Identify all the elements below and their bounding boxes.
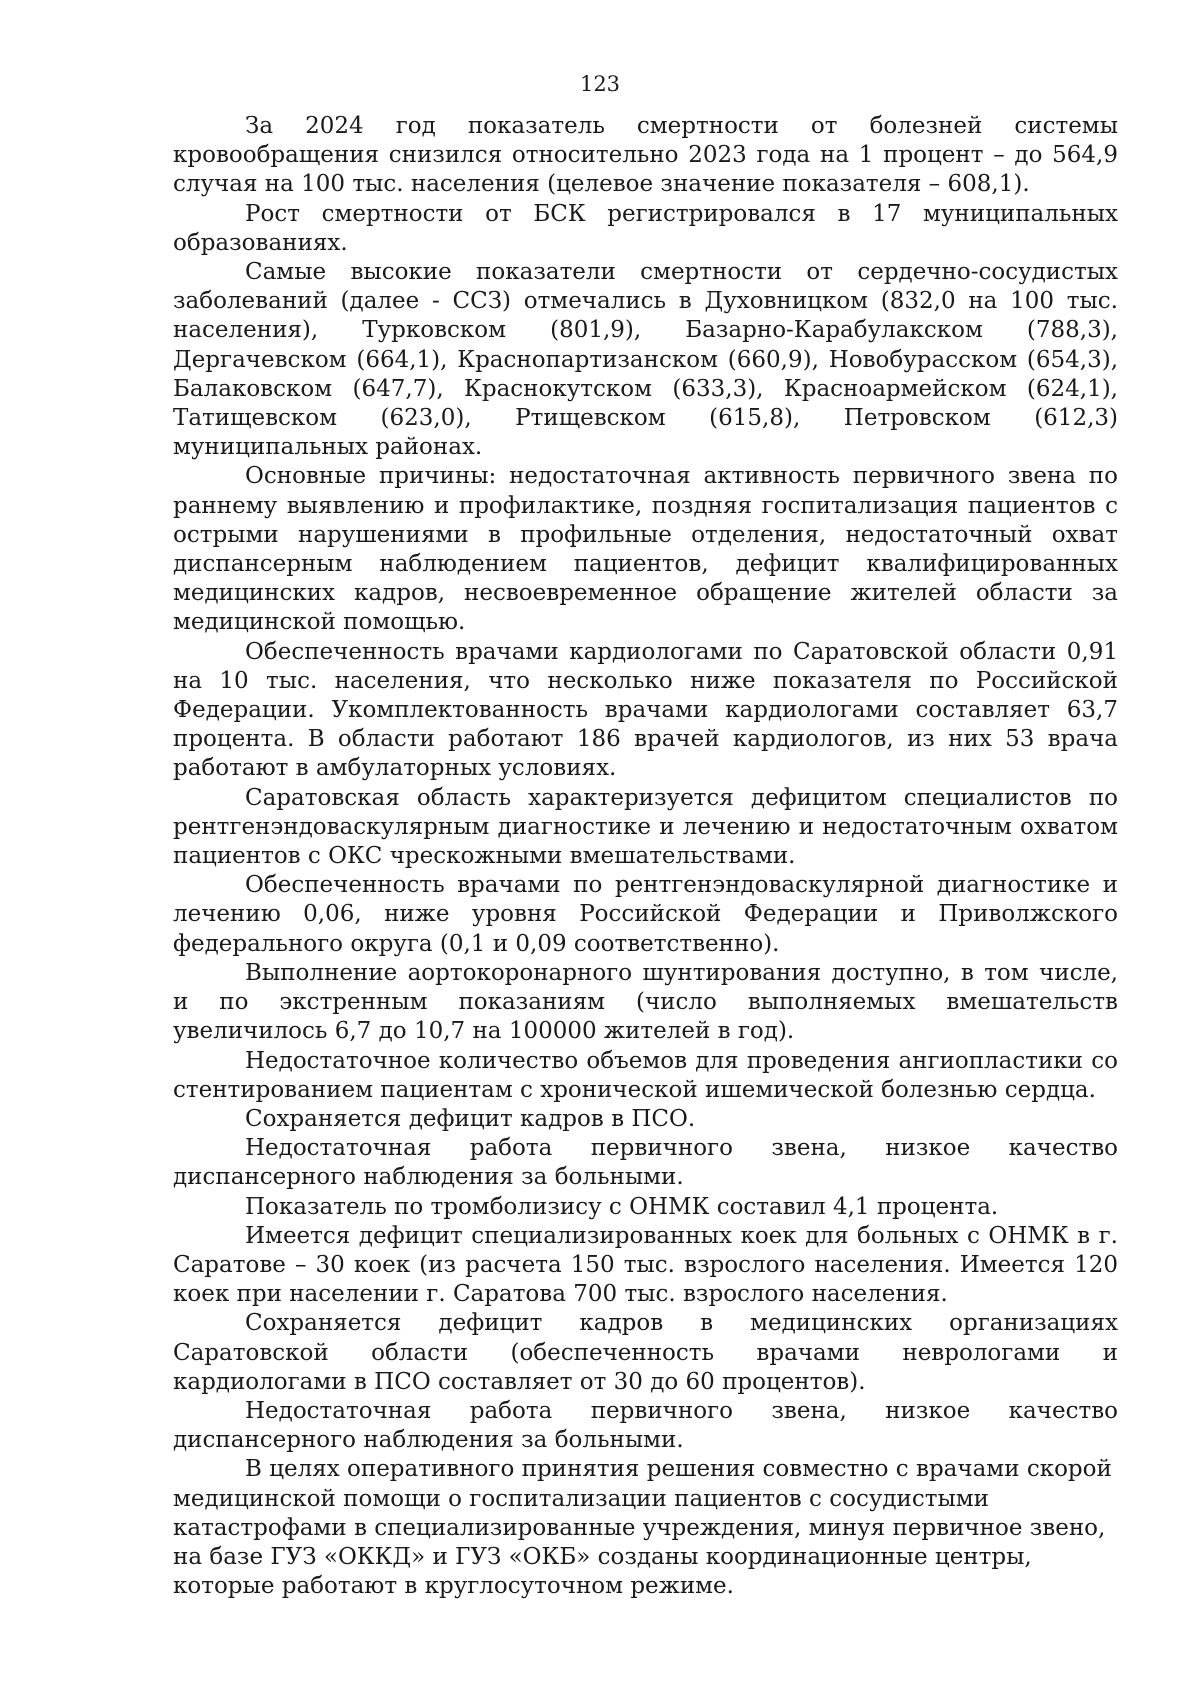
- paragraph-primary-care: Недостаточная работа первичного звена, низкое качество диспансерного наблюдения за больными.: [173, 1135, 1118, 1191]
- document-body: [173, 112, 1118, 1601]
- paragraph-mortality-growth: Рост смертности от БСК регистрировался в 17 муниципальных образованиях.: [173, 200, 1118, 256]
- paragraph-cardiologists-supply: Обеспеченность врачами кардиологами по Саратовской области 0,91 на 10 тыс. населения, что несколько ниже показателя по Российской Федерации. Укомплектованность врачами кардиологами составляет 63,7 процента. В области работают 186 врачей кардиологов, из них 53 врача работают в амбулаторных условиях.: [173, 638, 1118, 782]
- paragraph-staff-deficit: Сохраняется дефицит кадров в медицинских организациях Саратовской области (обеспеченность врачами неврологами и кардиологами в ПСО составляет от 30 до 60 процентов).: [173, 1310, 1118, 1395]
- paragraph-primary-care-repeat: Недостаточная работа первичного звена, низкое качество диспансерного наблюдения за больными.: [173, 1397, 1118, 1454]
- paragraph-beds-deficit: Имеется дефицит специализированных коек для больных с ОНМК в г. Саратове – 30 коек (из расчета 150 тыс. взрослого населения. Имеется 120 коек при населении г. Саратова 700 тыс. взрослого населения.: [173, 1222, 1118, 1308]
- paragraph-region-deficit: Саратовская область характеризуется дефицитом специалистов по рентгенэндоваскулярным диагностике и лечению и недостаточным охватом пациентов с ОКС чрескожными вмешательствами.: [173, 784, 1118, 870]
- page-number: 123: [579, 72, 621, 96]
- paragraph-endovascular-supply: Обеспеченность врачами по рентгенэндоваскулярной диагностике и лечению 0,06, ниже уровня Российской Федерации и Приволжского федерального округа (0,1 и 0,09 соответственно).: [173, 872, 1118, 957]
- paragraph-angioplasty: Недостаточное количество объемов для проведения ангиопластики со стентированием пациентам с хронической ишемической болезнью сердца.: [173, 1047, 1118, 1103]
- paragraph-main-causes: Основные причины: недостаточная активность первичного звена по раннему выявлению и профилактике, поздняя госпитализация пациентов с острыми нарушениями в профильные отделения, недостаточный охват диспансерным наблюдением пациентов, дефицит квалифицированных медицинских кадров, несвоевременное обращение жителей области за медицинской помощью.: [173, 463, 1118, 636]
- paragraph-bypass-surgery: Выполнение аортокоронарного шунтирования доступно, в том числе, и по экстренным показаниям (число выполняемых вмешательств увеличилось 6,7 до 10,7 на 100000 жителей в год).: [173, 959, 1118, 1045]
- paragraph-mortality-decrease: За 2024 год показатель смертности от болезней системы кровообращения снизился относительно 2023 года на 1 процент – до 564,9 случая на 100 тыс. населения (целевое значение показателя – 608,1).: [173, 113, 1118, 198]
- paragraph-coordination-centers: В целях оперативного принятия решения совместно с врачами скорой медицинской помощи о госпитализации пациентов с сосудистыми катастрофами в специализированные учреждения, минуя первичное звено, на базе ГУЗ «ОККД» и ГУЗ «ОКБ» созданы координационные центры, которые работают в круглосуточном режиме.: [173, 1456, 1112, 1600]
- paragraph-pso-staff: Сохраняется дефицит кадров в ПСО.: [245, 1105, 696, 1132]
- paragraph-highest-rates: Самые высокие показатели смертности от сердечно-сосудистых заболеваний (далее - ССЗ) отмечались в Духовницком (832,0 на 100 тыс. населения), Турковском (801,9), Базарно-Карабулакском (788,3), Дергачевском (664,1), Краснопартизанском (660,9), Новобурасском (654,3), Балаковском (647,7), Краснокутском (633,3), Красноармейском (624,1), Татищевском (623,0), Ртищевском (615,8), Петровском (612,3) муниципальных районах.: [173, 259, 1118, 461]
- paragraph-thrombolysis: Показатель по тромболизису с ОНМК составил 4,1 процента.: [245, 1193, 999, 1220]
